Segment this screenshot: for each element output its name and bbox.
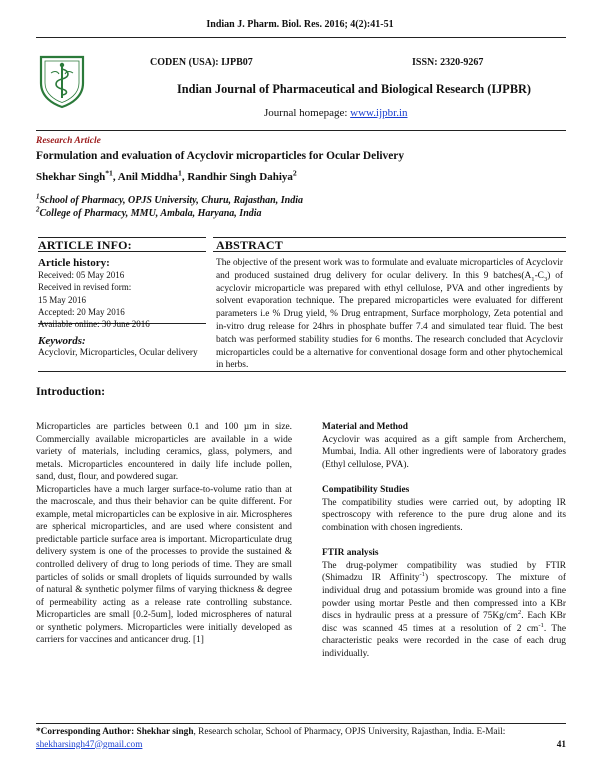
history-received: Received: 05 May 2016 [38,270,125,280]
journal-logo-icon [37,53,87,109]
keywords-text: Acyclovir, Microparticles, Ocular delivery [38,348,198,359]
compatibility-text: The compatibility studies were carried out, by adopting IR spectroscopy with reference to the pure drug alone and its combination with chosen ingredients. [322,497,566,533]
masthead-rule [36,130,566,131]
header-rule-top [36,37,566,38]
running-head: Indian J. Pharm. Biol. Res. 2016; 4(2):41-51 [206,19,394,30]
affiliation-1 [36,192,303,206]
homepage-label: Journal homepage: [264,107,351,119]
article-title: Formulation and evaluation of Acyclovir microparticles for Ocular Delivery [36,150,405,162]
affiliation-1-text: School of Pharmacy, OPJS University, Churu, Rajasthan, India [39,195,303,206]
footer-rule [36,723,566,724]
ftir-sup-1: -1 [419,571,425,579]
author-2-sup: 1 [178,168,182,178]
corresponding-author-label: *Corresponding Author: Shekhar singh [36,727,194,737]
history-accepted: Accepted: 20 May 2016 [38,306,125,317]
history-revised-label: Received in revised form: [38,282,132,293]
author-3: , Randhir Singh Dahiya [181,171,293,183]
affiliation-2 [36,205,262,219]
material-text: Acyclovir was acquired as a gift sample from Archerchem, Mumbai, India. All other ingredients were of laboratory grades (Ethyl cellulose, PVA). [322,434,566,470]
ftir-part-1: The drug-polymer compatibility was studied by FTIR (Shimadzu IR Affinity [322,560,566,584]
compatibility-heading: Compatibility Studies [322,485,410,496]
corresponding-author-text: , Research scholar, School of Pharmacy, OPJS University, Rajasthan, India. E-Mail: [193,727,506,737]
abstract-part-2: -C [534,270,544,281]
ftir-text [322,560,566,660]
authors [36,168,297,183]
journal-name: Indian Journal of Pharmaceutical and Biological Research (IJPBR) [177,82,531,96]
journal-homepage [264,107,408,119]
history-revised-date: 15 May 2016 [38,294,86,305]
material-heading: Material and Method [322,422,408,432]
introduction-heading: Introduction: [36,384,106,398]
homepage-link[interactable]: www.ijpbr.in [350,107,408,119]
issn: ISSN: 2320-9267 [412,57,484,68]
author-1-sup: *1 [105,168,113,178]
footer [36,726,566,751]
abstract-sub-1: 1 [531,275,535,283]
keywords-heading: Keywords: [38,335,86,348]
corresponding-email-link[interactable]: shekharsingh47@gmail.com [36,739,143,750]
abstract-heading: ABSTRACT [216,238,283,252]
coden: CODEN (USA): IJPB07 [150,57,253,68]
ftir-part-2: ) spectroscopy. The mixture of individual drug and potassium bromide was ground into a fine powder using mortar Pestle and then compressed into a KBr discs in hydraulic press at a pressure of 75Kg/cm [322,573,566,622]
article-category: Research Article [36,136,101,146]
ftir-part-4: . The characteristic peaks were recorded in the case of each drug individually. [322,623,567,659]
info-bottom-rule [38,371,566,372]
article-info [38,238,206,360]
ftir-part-3: . Each KBr disc was scanned 45 times at a resolution of 2 cm [322,611,566,634]
author-1: Shekhar Singh [36,171,106,183]
abstract [213,238,563,372]
author-2: , Anil Middha [112,171,178,183]
methods-column [322,421,566,660]
page-number: 41 [556,739,566,750]
affiliation-2-sup: 2 [36,205,40,214]
affiliation-2-text: College of Pharmacy, MMU, Ambala, Haryana, India [39,208,262,219]
abstract-part-1: The objective of the present work was to formulate and evaluate microparticles of Acyclovir and produced sustained drug delivery for ocular delivery. In this 9 batches(A [216,258,563,281]
article-info-heading: ARTICLE INFO: [38,238,132,252]
history-online: Available online: 30 June 2016 [38,319,150,330]
affiliation-1-sup: 1 [36,192,40,201]
ftir-sup-3: -1 [538,621,544,629]
abstract-text [213,257,563,372]
intro-paragraph-2: Microparticles have a much larger surface-to-volume ratio than at the macroscale, and thus their behavior can be quite different. For example, metal microparticles can be explosive in air. Microspheres are spherical microparticles, and are used where consistent and predictable particle surface area is important. Microparticulate drug delivery system is one of the processes to provide the sustained & controlled delivery of drug to long periods of time. They are small particles of solids or small droplets of liquids surrounded by walls of natural & synthetic polymer films of varying thickness & degree of permeability acting as a release rate controlling substance. Microparticles are small [0.2-5um], loded microspheres of natural or synthetic polymers. Microparticles were initially developed as carriers for vaccines and anticancer drug. [1] [36,484,292,646]
intro-paragraph-1: Microparticles are particles between 0.1 and 100 µm in size. Commercially available microparticles are available in a wide variety of materials, including ceramics, glass, polymers, and metals. Microparticles encountered in daily life include pollen, sand, dust, flour, and powdered sugar. [36,422,292,483]
abstract-part-3: ) of acyclovir microparticle was prepared with ethyl cellulose, PVA and other ingredients by solvent evaporation technique. The prepared microparticles were evaluated for different parameters i.e % Drug yield, % Drug entrapment, Surface morphology, Zeta potential and in-vitro drug release for 24hrs in phosphate buffer 7.4 and simulated tear fluid. The best batch was performed stability studies for 6 months. The research concluded that Acyclovir microparticles could be a alternative for conventional dosage form and other phytochemical in herbs. [216,270,564,371]
ftir-sup-2: 2 [517,608,522,616]
author-3-sup: 2 [292,168,297,178]
history-heading: Article history: [38,257,110,269]
ftir-heading: FTIR analysis [322,548,379,559]
abstract-sub-2: 3 [543,275,548,283]
introduction-column [36,421,292,647]
